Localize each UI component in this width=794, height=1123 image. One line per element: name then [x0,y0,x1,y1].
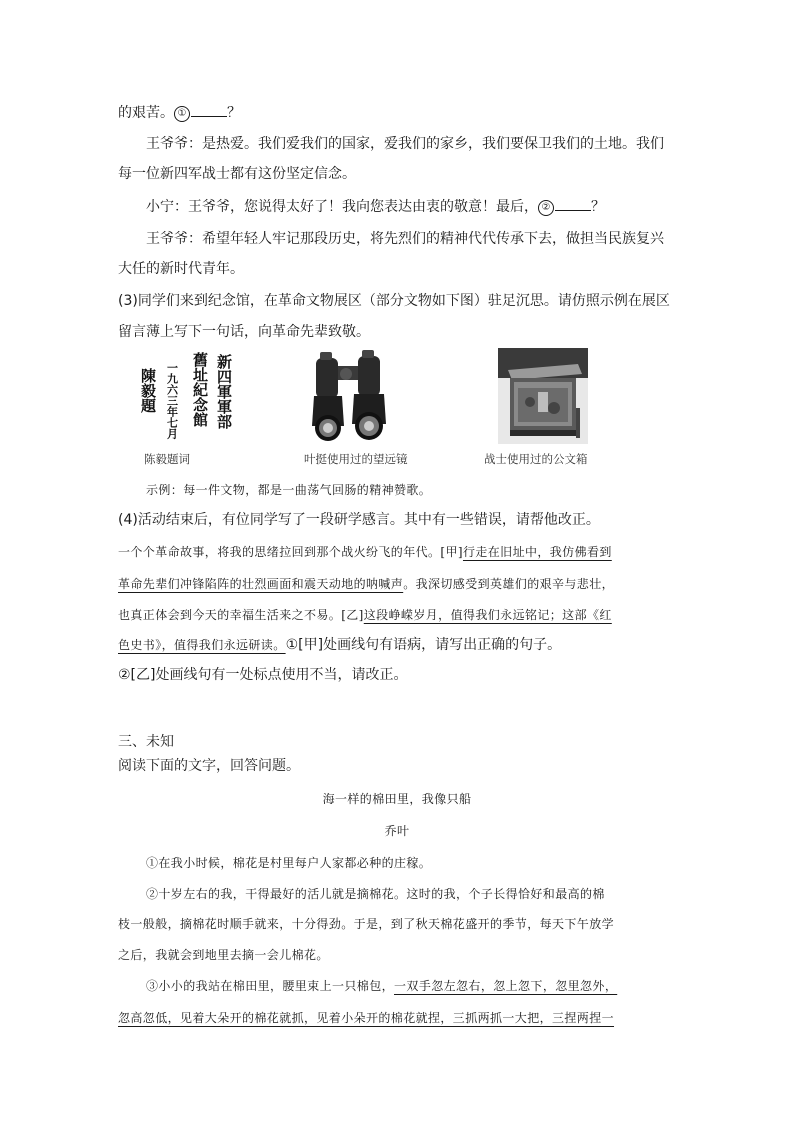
document-case-figure [498,348,588,444]
text: ？ [227,105,241,121]
calligraphy-figure [132,348,240,444]
article-paragraph: 忽高忽低，见着大朵开的棉花就抓，见着小朵开的棉花就捏，三抓两抓一大把，三捏两捏一 [118,1011,615,1025]
text: ？ [591,199,605,215]
caption-calligraphy: 陈毅题词 [144,452,190,466]
dialogue-line [118,102,241,123]
calligraphy-col: 一九六三年七月 [165,362,179,439]
example-line: 示例：每一件文物，都是一曲荡气回肠的精神赞歌。 [146,483,432,497]
binoculars-figure [308,348,390,444]
subquestion-line: ②[乙]处画线句有一处标点使用不当，请改正。 [118,667,408,683]
section-intro: 阅读下面的文字，回答问题。 [118,758,300,774]
underlined-sentence-jia: 行走在旧址中，我仿佛看到 [462,545,612,559]
underlined-sentence-jia: 革命先辈们冲锋陷阵的壮烈画面和震天动地的呐喊声 [118,577,404,591]
underlined-sentence-yi: 这段峥嵘岁月，值得我们永远铭记；这部《红 [363,608,612,622]
briefcase-icon [498,348,588,444]
article-paragraph: 枝一般般，摘棉花时顺手就来，十分得劲。于是，到了秋天棉花盛开的季节，每天下午放学 [118,917,615,931]
text: 。我深切感受到英雄们的艰辛与悲壮， [403,577,615,591]
answer-blank[interactable] [191,102,227,117]
question-line: (4)活动结束后，有位同学写了一段研学感言。其中有一些错误，请帮他改正。 [118,512,600,528]
text: 也真正体会到今天的幸福生活来之不易。[乙] [118,608,364,622]
essay-line [118,605,612,625]
text: 的艰苦。 [118,105,174,121]
caption-binoculars: 叶挺使用过的望远镜 [304,452,408,466]
question-line: (3)同学们来到纪念馆，在革命文物展区（部分文物如下图）驻足沉思。请仿照示例在展区 [118,293,670,309]
dialogue-line [146,196,605,217]
dialogue-line: 王爷爷：希望年轻人牢记那段历史，将先烈们的精神代代传承下去，做担当民族复兴 [146,231,664,247]
article-paragraph [146,976,617,996]
section-heading: 三、未知 [118,734,174,750]
underlined-sentence-yi: 色史书》，值得我们永远研读。 [118,638,286,652]
article-paragraph: 之后，我就会到地里去摘一会儿棉花。 [118,948,329,962]
dialogue-line: 大任的新时代青年。 [118,261,244,277]
article-author: 乔叶 [384,824,410,838]
text: 一个个革命故事，将我的思绪拉回到那个战火纷飞的年代。[甲] [118,545,463,559]
calligraphy-col: 舊址紀念館 [191,352,209,427]
text: ③小小的我站在棉田里，腰里束上一只棉包， [146,979,395,993]
article-title: 海一样的棉田里，我像只船 [322,792,472,806]
text: 小宁：王爷爷，您说得太好了！我向您表达由衷的敬意！最后， [146,199,538,215]
binoculars-icon [308,348,390,444]
calligraphy-col: 新四軍軍部 [215,354,233,429]
essay-line [118,635,561,655]
question-line: 留言薄上写下一句话，向革命先辈致敬。 [118,324,370,340]
calligraphy-col: 陳毅題 [139,368,157,413]
article-paragraph: ②十岁左右的我，干得最好的活儿就是摘棉花。这时的我，个子长得恰好和最高的棉 [146,887,605,901]
subquestion: ①[甲]处画线句有语病，请写出正确的句子。 [285,637,562,653]
dialogue-line: 每一位新四军战士都有这份坚定信念。 [118,166,356,182]
article-paragraph: ①在我小时候，棉花是村里每户人家都必种的庄稼。 [146,856,432,870]
blank-number: ② [538,200,554,216]
essay-line [118,574,614,594]
blank-number: ① [174,106,190,122]
answer-blank[interactable] [555,196,591,211]
dialogue-line: 王爷爷：是热爱。我们爱我们的国家，爱我们的家乡，我们要保卫我们的土地。我们 [146,136,664,152]
underlined-sentence: 一双手忽左忽右，忽上忽下，忽里忽外， [394,979,618,993]
essay-line [118,542,612,562]
caption-document-case: 战士使用过的公文箱 [484,452,588,466]
